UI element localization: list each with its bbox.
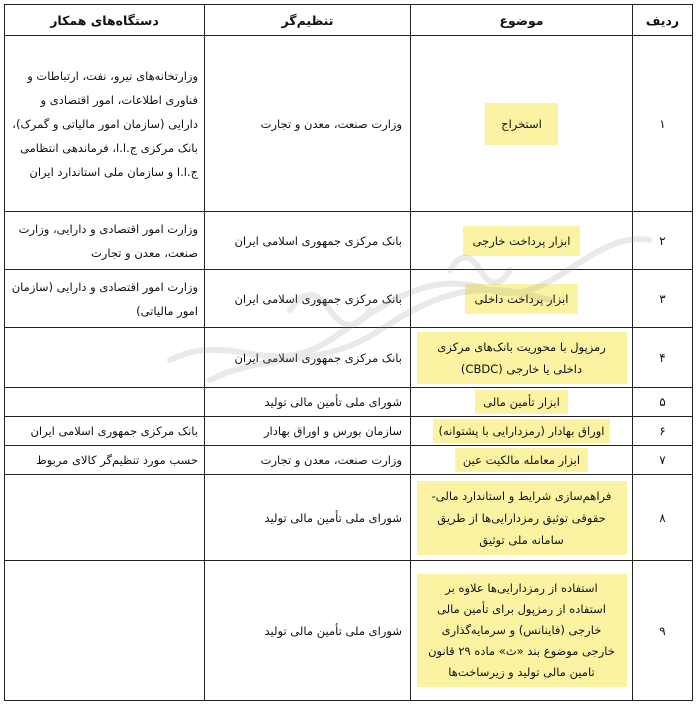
topic-cell: استفاده از رمزدارایی‌ها علاوه بر استفاده از رمزپول برای تأمین مالی خارجی (فاینانس) و سرمایه‌گذاری خارجی موضوع بند «ث» ماده ۲۹ قانون تامین مالی تولید و زیرساخت‌ها — [417, 574, 627, 687]
table-row — [5, 212, 693, 270]
partner-cell: وزارت امور اقتصادی و دارایی، وزارت صنعت، معدن و تجارت — [5, 212, 205, 270]
table-row — [5, 270, 693, 328]
regulator-cell: شورای ملی تأمین مالی تولید — [205, 561, 411, 701]
regulator-cell: بانک مرکزی جمهوری اسلامی ایران — [205, 328, 411, 388]
header-hamkar: دستگاه‌های همکار — [5, 5, 205, 36]
header-mozu: موضوع — [411, 5, 633, 36]
row-number: ۷ — [633, 446, 693, 475]
topic-cell: ابزار تأمین مالی — [475, 390, 568, 414]
header-radif: ردیف — [633, 5, 693, 36]
table-row — [5, 475, 693, 561]
partner-cell — [5, 475, 205, 561]
partner-cell: حسب مورد تنظیم‌گر کالای مربوط — [5, 446, 205, 475]
partner-cell: وزارتخانه‌های نیرو، نفت، ارتباطات و فناوری اطلاعات، امور اقتصادی و دارایی (سازمان امور مالیاتی و گمرک)، بانک مرکزی ج.ا.ا، فرماندهی انتظامی ج.ا.ا و سازمان ملی استاندارد ایران — [5, 36, 205, 212]
table-row — [5, 561, 693, 701]
header-tanzimgar: تنظیم‌گر — [205, 5, 411, 36]
table-row — [5, 417, 693, 446]
row-number: ۹ — [633, 561, 693, 701]
header-row — [5, 5, 693, 36]
regulator-cell: سازمان بورس و اوراق بهادار — [205, 417, 411, 446]
partner-cell: بانک مرکزی جمهوری اسلامی ایران — [5, 417, 205, 446]
topic-cell: اوراق بهادار (رمزدارایی با پشتوانه) — [433, 419, 611, 443]
row-number: ۶ — [633, 417, 693, 446]
topic-cell: ابزار معامله مالکیت عین — [455, 448, 588, 472]
table-row — [5, 328, 693, 388]
row-number: ۳ — [633, 270, 693, 328]
regulator-cell: بانک مرکزی جمهوری اسلامی ایران — [205, 270, 411, 328]
topic-cell: ابزار پرداخت داخلی — [465, 284, 579, 314]
table-row — [5, 36, 693, 212]
partner-cell — [5, 328, 205, 388]
partner-cell — [5, 561, 205, 701]
topic-cell: فراهم‌سازی شرایط و استاندارد مالی- حقوقی توثیق رمزدارایی‌ها از طریق سامانه ملی توثیق — [417, 481, 627, 555]
table-row — [5, 388, 693, 417]
topic-cell: ابزار پرداخت خارجی — [463, 226, 581, 256]
row-number: ۱ — [633, 36, 693, 212]
regulator-cell: وزارت صنعت، معدن و تجارت — [205, 36, 411, 212]
topic-cell: استخراج — [485, 103, 558, 145]
regulator-cell: شورای ملی تأمین مالی تولید — [205, 388, 411, 417]
row-number: ۵ — [633, 388, 693, 417]
regulator-cell: وزارت صنعت، معدن و تجارت — [205, 446, 411, 475]
partner-cell: وزارت امور اقتصادی و دارایی (سازمان امور مالیاتی) — [5, 270, 205, 328]
partner-cell — [5, 388, 205, 417]
topic-cell: رمزپول با محوریت بانک‌های مرکزی داخلی یا خارجی (CBDC) — [417, 332, 627, 384]
row-number: ۲ — [633, 212, 693, 270]
regulator-cell: بانک مرکزی جمهوری اسلامی ایران — [205, 212, 411, 270]
row-number: ۴ — [633, 328, 693, 388]
table-row — [5, 446, 693, 475]
regulator-cell: شورای ملی تأمین مالی تولید — [205, 475, 411, 561]
row-number: ۸ — [633, 475, 693, 561]
regulators-table — [4, 4, 693, 701]
